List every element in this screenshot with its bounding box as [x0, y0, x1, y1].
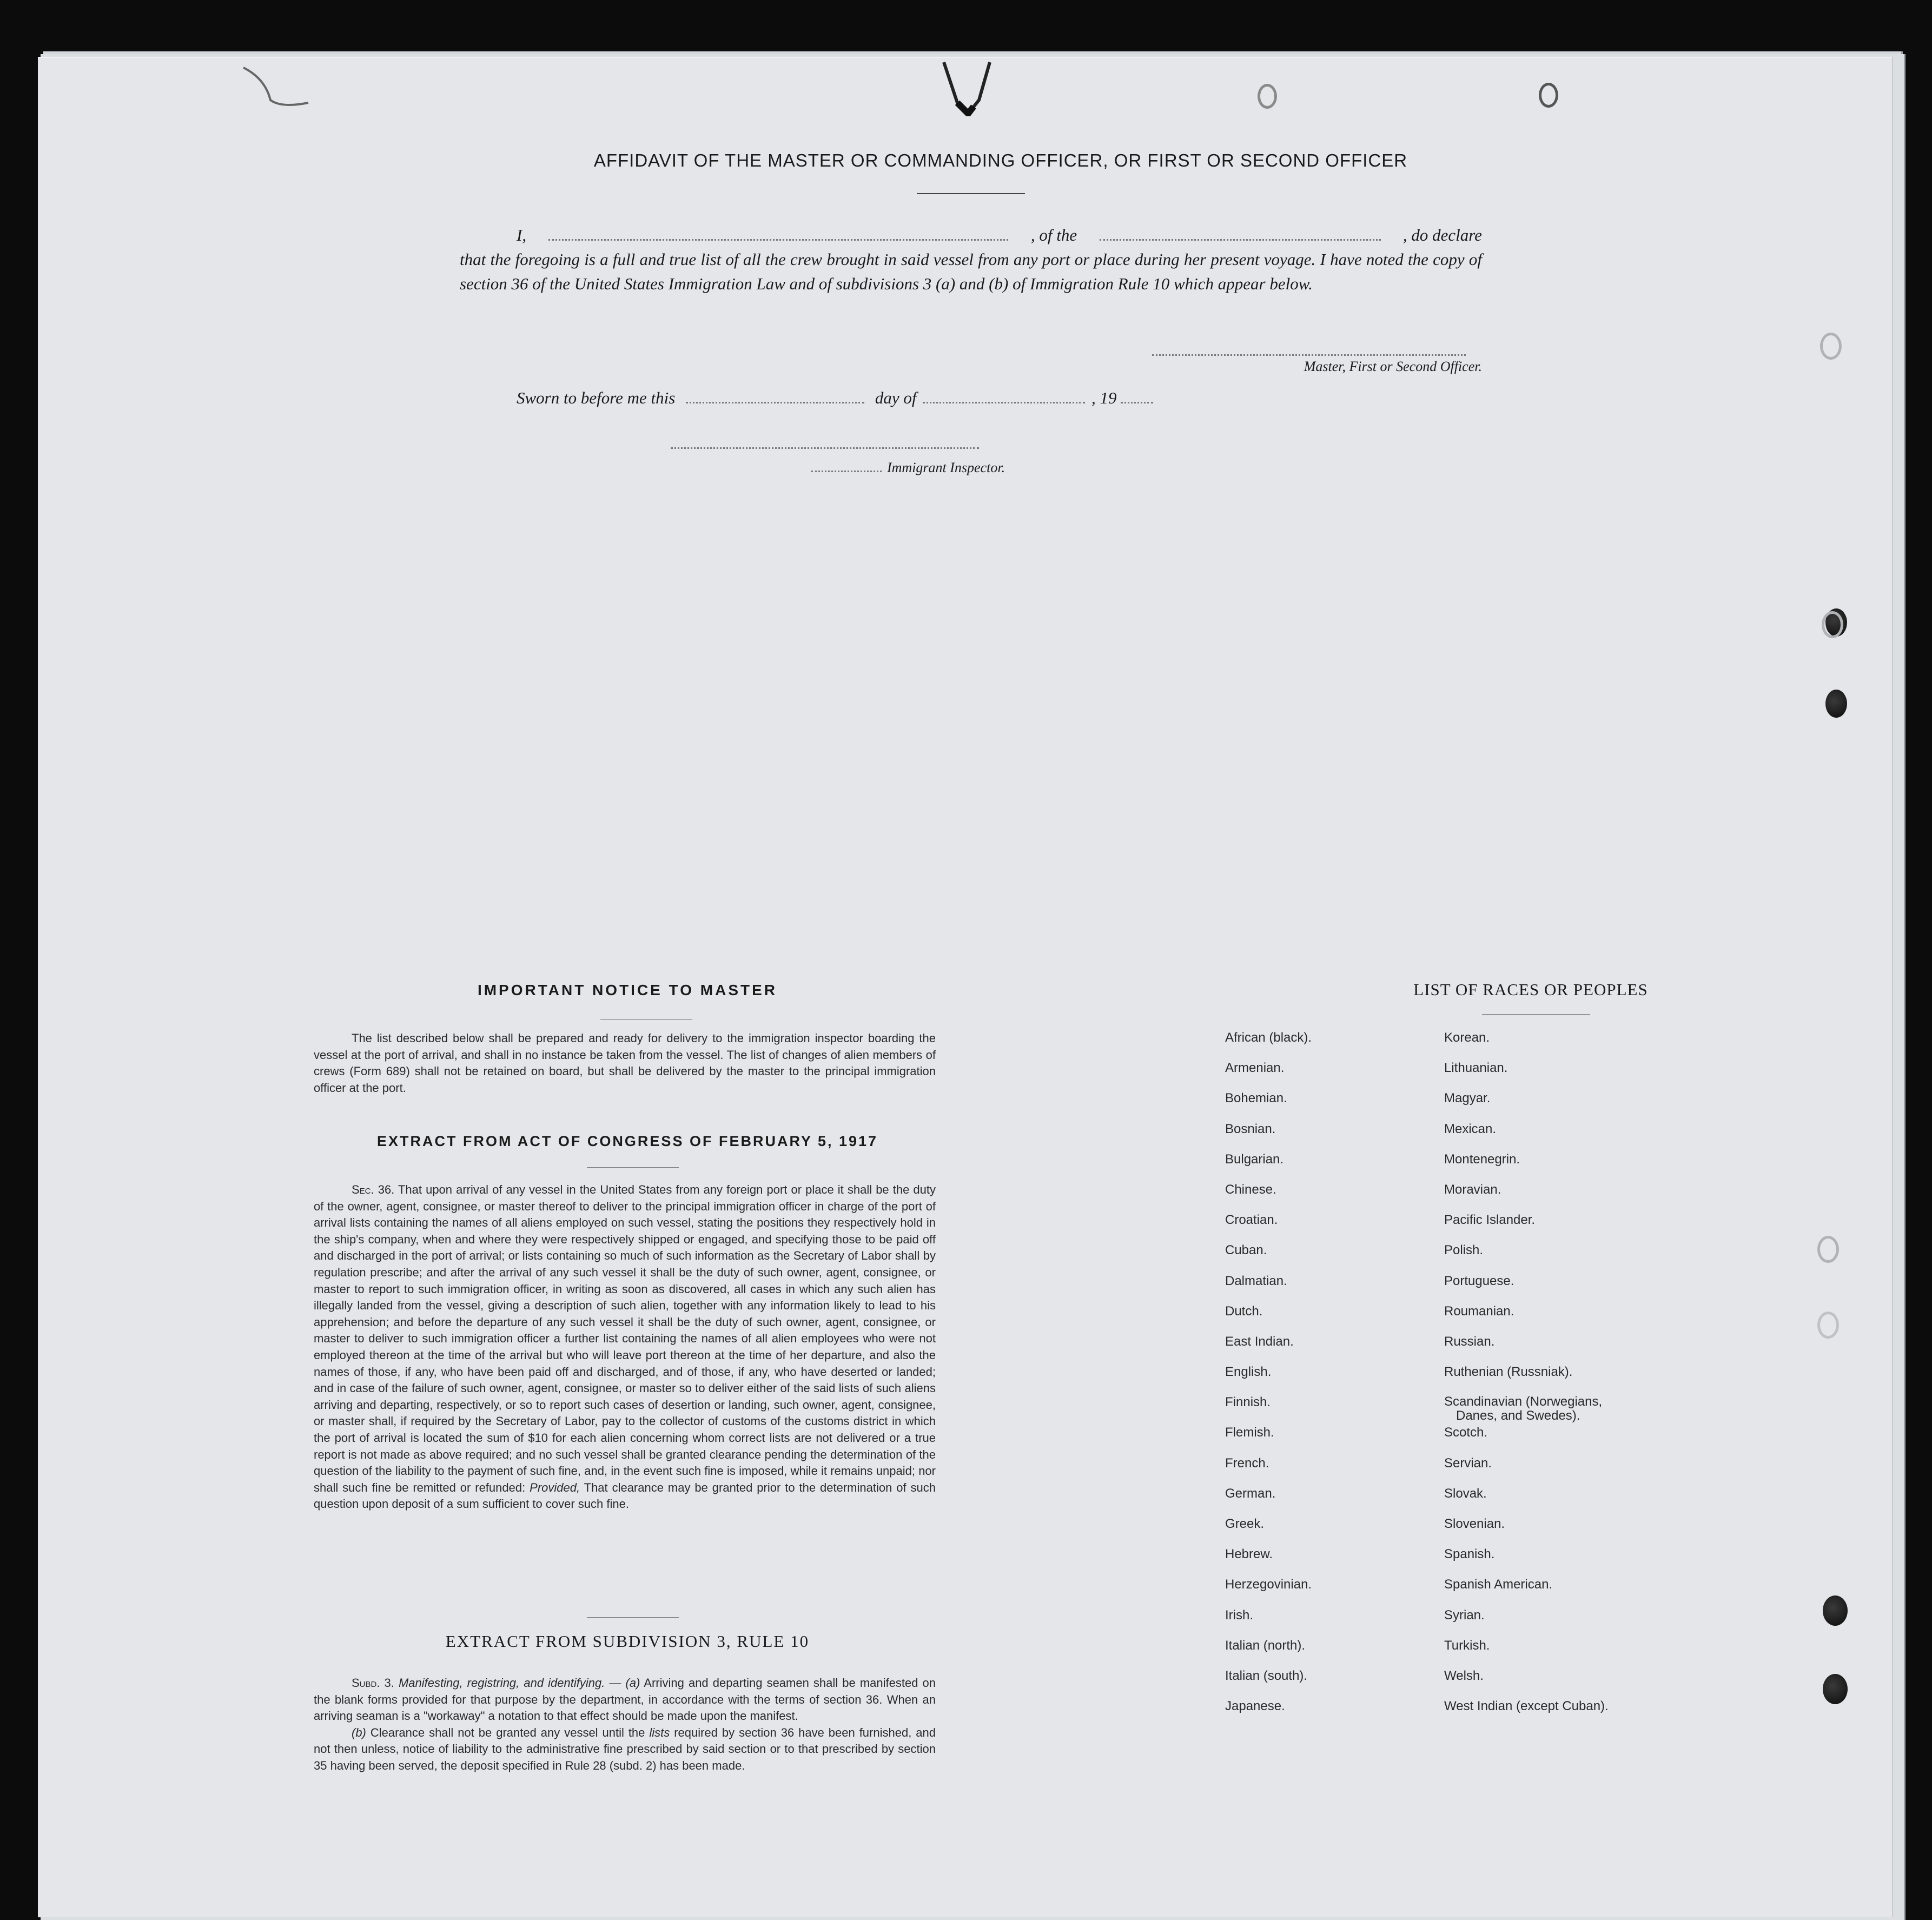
- section-36-end: That clearance may be granted prior to the determination of such question upon deposit of a sum sufficient to cover such fine.: [314, 1480, 936, 1511]
- race-item: Japanese.: [1225, 1699, 1285, 1714]
- punch-hole: [1823, 1595, 1848, 1626]
- race-item: Hebrew.: [1225, 1547, 1273, 1562]
- race-item: Korean.: [1444, 1030, 1490, 1045]
- inspector-signature-line: [671, 447, 979, 449]
- race-item: Turkish.: [1444, 1638, 1490, 1653]
- para-a-text: Arriving and departing seamen shall be manifested on the blank forms provided for that purpose by the department, in accordance with the terms of section 36. When an arriving seaman is a "workaway" a notation to that effect should be made upon the manifest.: [314, 1676, 936, 1723]
- race-item: Moravian.: [1444, 1182, 1501, 1197]
- race-item: Finnish.: [1225, 1395, 1271, 1410]
- race-item: Herzegovinian.: [1225, 1577, 1312, 1592]
- race-item: Portuguese.: [1444, 1273, 1514, 1288]
- race-item: Russian.: [1444, 1334, 1495, 1349]
- sworn-year-blank: [1121, 402, 1153, 403]
- race-item: German.: [1225, 1486, 1276, 1501]
- year-prefix-label: , 19: [1091, 388, 1117, 407]
- paper-tear-mark: [233, 57, 341, 116]
- master-signature-line: [1152, 354, 1466, 356]
- race-item: Lithuanian.: [1444, 1061, 1508, 1076]
- race-item: Flemish.: [1225, 1425, 1274, 1440]
- sworn-label: Sworn to before me this: [517, 388, 676, 407]
- provided-label: Provided,: [530, 1480, 580, 1494]
- punch-hole-outline: [1539, 83, 1558, 108]
- race-item: [1444, 1395, 1609, 1425]
- race-item: Ruthenian (Russniak).: [1444, 1365, 1573, 1380]
- binder-clip-mark: [936, 57, 1001, 116]
- race-item: Scotch.: [1444, 1425, 1488, 1440]
- affidavit-title-rule: [917, 193, 1025, 194]
- race-item: Mexican.: [1444, 1121, 1497, 1136]
- para-b-text-1: Clearance shall not be granted any vessel until the: [370, 1725, 645, 1739]
- affidavit-do-declare-label: , do declare: [1402, 226, 1482, 244]
- para-b-mark: (b): [352, 1725, 366, 1739]
- punch-hole-outline: [1817, 1312, 1839, 1339]
- race-item: Pacific Islander.: [1444, 1213, 1536, 1228]
- subd-heading: Manifesting, registring, and identifying.: [398, 1676, 605, 1690]
- race-item: Syrian.: [1444, 1607, 1485, 1623]
- affidavit-title: AFFIDAVIT OF THE MASTER OR COMMANDING OFFICER, OR FIRST OR SECOND OFFICER: [593, 150, 1408, 170]
- races-title-rule: [1482, 1014, 1590, 1015]
- race-item: Croatian.: [1225, 1213, 1278, 1228]
- race-item: Slovak.: [1444, 1486, 1487, 1501]
- race-item: Italian (south).: [1225, 1668, 1308, 1683]
- punch-hole-outline: [1822, 611, 1843, 638]
- sworn-month-blank: [923, 402, 1085, 403]
- subd-label: Subd. 3.: [352, 1676, 394, 1690]
- race-item: Bulgarian.: [1225, 1151, 1284, 1167]
- race-item: Italian (north).: [1225, 1638, 1306, 1653]
- race-item: Cuban.: [1225, 1243, 1267, 1258]
- race-item: Servian.: [1444, 1455, 1492, 1471]
- race-item: Welsh.: [1444, 1668, 1484, 1683]
- section-36-text: [314, 1182, 936, 1513]
- inspector-short-blank: [811, 471, 882, 472]
- race-item: Dutch.: [1225, 1303, 1263, 1319]
- subd-a-paragraph: Subd. 3. Manifesting, registring, and identifying. — (a) Arriving and departing seamen shall be manifested on the blank forms provided for that purpose by the department, in accordance with the terms of section 36. When an arriving seaman is a "workaway" a notation to that effect should be made upon the manifest.: [314, 1676, 936, 1723]
- race-item: Spanish American.: [1444, 1577, 1553, 1592]
- act-extract-title: EXTRACT FROM ACT OF CONGRESS OF FEBRUARY 5, 1917: [376, 1133, 878, 1149]
- race-item-scandinavian: Scandinavian (Norwegians,: [1444, 1394, 1603, 1409]
- race-item: West Indian (except Cuban).: [1444, 1699, 1609, 1714]
- race-item: Bohemian.: [1225, 1091, 1287, 1106]
- race-item-scandinavian-cont: Danes, and Swedes).: [1456, 1408, 1580, 1424]
- race-item: Montenegrin.: [1444, 1151, 1520, 1167]
- race-item: Roumanian.: [1444, 1303, 1514, 1319]
- race-item: Chinese.: [1225, 1182, 1276, 1197]
- day-of-label: day of: [875, 388, 917, 407]
- race-item: Greek.: [1225, 1517, 1265, 1531]
- inspector-label: Immigrant Inspector.: [887, 460, 1005, 475]
- para-b-text-2: required by section 36 have been furnished, and not then unless, notice of liability to the administrative fine prescribed by said section or to that prescribed by section 35 having been served, the deposit specified in Rule 28 (subd. 2) has been made.: [314, 1725, 936, 1772]
- notice-title: IMPORTANT NOTICE TO MASTER: [477, 982, 778, 998]
- punch-hole-outline: [1258, 84, 1277, 109]
- affidavit-body: [460, 223, 1482, 296]
- race-item: Armenian.: [1225, 1061, 1285, 1076]
- races-column-1: [1225, 1030, 1312, 1729]
- notice-text: The list described below shall be prepared and ready for delivery to the immigration inspector boarding the vessel at the port of arrival, and shall in no instance be taken from the vessel. The list of changes of alien members of crews (Form 689) shall not be retained on board, but shall be delivered by the master to the principal immigration officer at the port.: [314, 1031, 936, 1095]
- race-item: French.: [1225, 1455, 1269, 1471]
- subd-b-paragraph: [314, 1725, 936, 1775]
- punch-hole-outline: [1820, 333, 1842, 360]
- para-a-mark: (a): [625, 1676, 640, 1690]
- races-column-2: [1444, 1030, 1609, 1729]
- sworn-line: [517, 388, 1153, 408]
- race-item: Irish.: [1225, 1607, 1254, 1623]
- notice-title-rule: [600, 1019, 692, 1020]
- race-item: Bosnian.: [1225, 1121, 1276, 1136]
- punch-hole: [1825, 690, 1847, 718]
- races-title: LIST OF RACES OR PEOPLES: [1413, 980, 1648, 999]
- section-label: Sec. 36.: [352, 1183, 395, 1196]
- act-extract-title-rule: [587, 1167, 679, 1168]
- punch-hole-outline: [1817, 1236, 1839, 1263]
- inspector-signature-label: [811, 460, 1005, 476]
- name-blank: [548, 239, 1008, 241]
- sworn-day-blank: [686, 402, 864, 403]
- race-item: Slovenian.: [1444, 1517, 1505, 1531]
- race-item: English.: [1225, 1365, 1272, 1380]
- rule-10-text: [314, 1675, 936, 1774]
- para-b-lists: lists: [649, 1725, 670, 1739]
- race-item: Polish.: [1444, 1243, 1484, 1258]
- section-36-body: That upon arrival of any vessel in the United States from any foreign port or place it shall be the duty of the owner, agent, consignee, or master thereof to deliver to the principal immigration officer in charge of the port of arrival lists containing the names of all aliens employed on such vessel, stating the positions they respectively hold in the ship's company, when and where they were respectively shipped or engaged, and specifying those to be paid off and discharged in the port of arrival; or lists containing so much of such information as the Secretary of Labor shall by regulation prescribe; and after the arrival of any such vessel it shall be the duty of such owner, agent, consignee, or master to report to such immigration officer, in writing as soon as discovered, all cases in which any such alien has illegally landed from the vessel, giving a description of such alien, together with any information likely to lead to his apprehension; and before the departure of any such vessel it shall be the duty of such owner, agent, consignee, or master to deliver to such immigration officer a further list containing the names of all alien employees who were not employed thereon at the time of the arrival but who will leave port thereon at the time of her departure, and also the names of those, if any, who have been paid off and discharged, and of those, if any, who have deserted or landed; and in case of the failure of such owner, agent, consignee, or master so to deliver either of the said lists of such aliens arriving and departing, respectively, or so to report such cases of desertion or landing, such owner, agent, consignee, or master shall, if required by the Secretary of Labor, pay to the collector of customs of the customs district in which the port of arrival is located the sum of $10 for each alien concerning whom correct lists are not delivered or a true report is not made as above required; and no such vessel shall be granted clearance pending the determination of the question of the liability to the payment of such fine, and, in the event such fine is imposed, while it remains unpaid; nor shall such fine be remitted or refunded:: [314, 1183, 936, 1494]
- vessel-blank: [1100, 239, 1381, 241]
- master-signature-label: Master, First or Second Officer.: [1304, 359, 1482, 374]
- rule-extract-title: EXTRACT FROM SUBDIVISION 3, RULE 10: [445, 1632, 810, 1651]
- race-item: East Indian.: [1225, 1334, 1294, 1349]
- affidavit-of-the-label: , of the: [1030, 226, 1077, 244]
- affidavit-body-text: that the foregoing is a full and true list of all the crew brought in said vessel from any port or place during her present voyage. I have noted the copy of section 36 of the United States Immigration Law and of subdivisions 3 (a) and (b) of Immigration Rule 10 which appear below.: [460, 250, 1482, 293]
- race-item: Dalmatian.: [1225, 1273, 1287, 1288]
- race-item: African (black).: [1225, 1030, 1312, 1045]
- act-extract-end-rule: [587, 1617, 679, 1618]
- race-item: Magyar.: [1444, 1091, 1491, 1106]
- race-item: Spanish.: [1444, 1547, 1495, 1562]
- affidavit-declaration-line: [460, 223, 1482, 247]
- punch-hole: [1823, 1674, 1848, 1704]
- affidavit-i-label: I,: [517, 226, 527, 244]
